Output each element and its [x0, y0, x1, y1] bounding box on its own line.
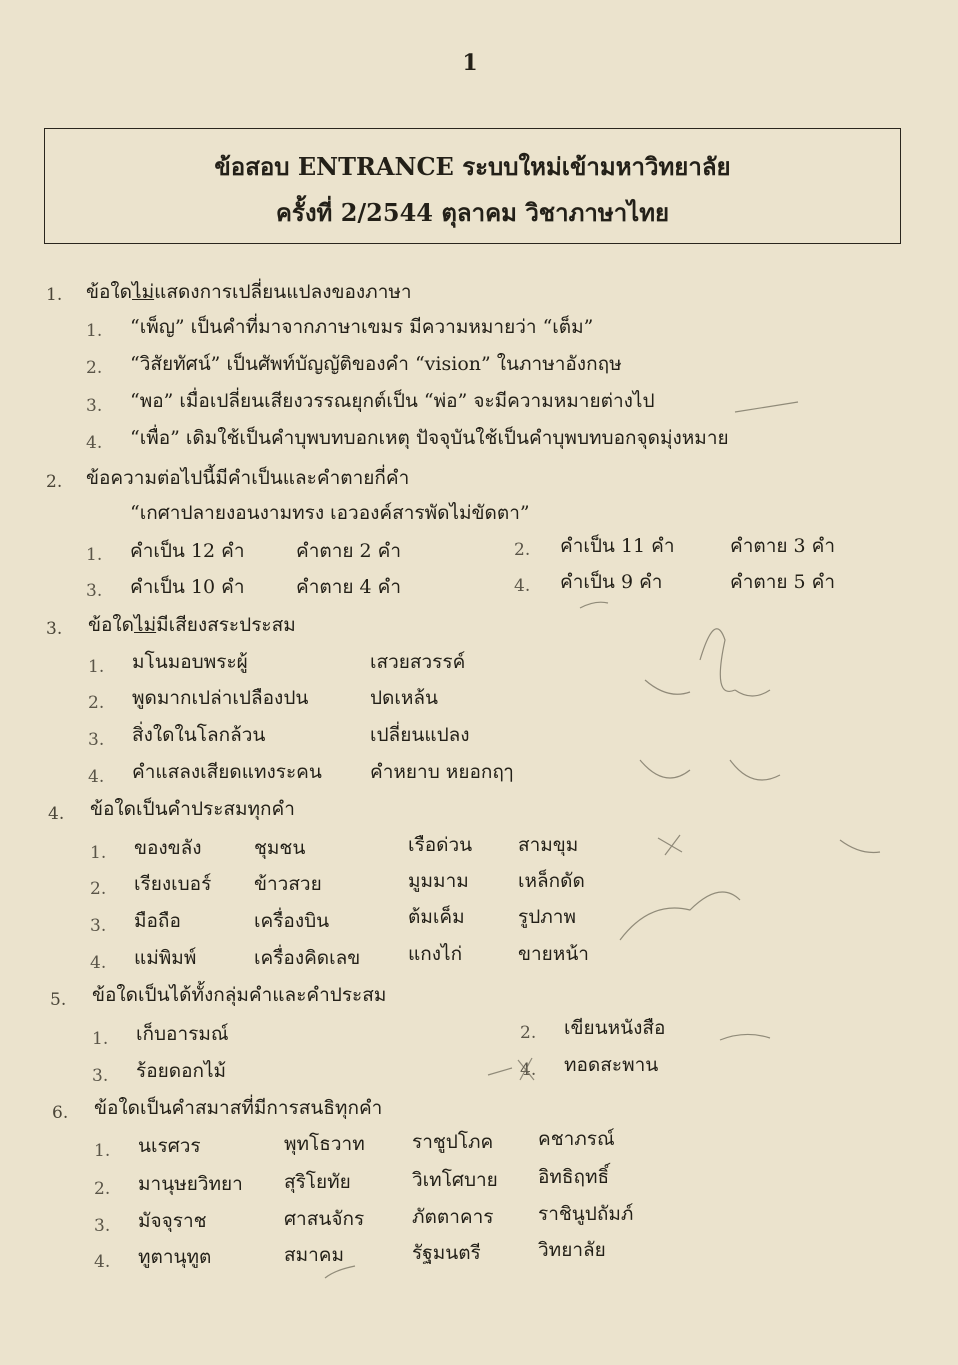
question-number: 6. — [52, 1103, 69, 1123]
title-line-2: ครั้งที่ 2/2544 ตุลาคม วิชาภาษาไทย — [275, 198, 670, 227]
option-number: 1. — [86, 545, 103, 565]
question-number: 2. — [46, 472, 63, 492]
pencil-stroke — [640, 760, 780, 780]
option-number: 4. — [88, 767, 105, 787]
option-text: ร้อยดอกไม้ — [136, 1060, 227, 1082]
option-text: มานุษยวิทยา — [138, 1173, 243, 1195]
option-text: “พอ” เมื่อเปลี่ยนเสียงวรรณยุกต์เป็น “พ่อ” จะมีความหมายต่างไป — [130, 390, 655, 412]
pencil-stroke — [518, 1058, 537, 1080]
option-text: คำตาย 4 คำ — [296, 576, 402, 598]
option-text: สามขุม — [518, 834, 579, 856]
pencil-stroke — [620, 892, 740, 940]
option-text: ภัตตาคาร — [412, 1206, 494, 1228]
option-number: 3. — [86, 581, 103, 601]
option-text: ทอดสะพาน — [564, 1054, 659, 1076]
pencil-stroke — [580, 602, 608, 608]
option-text: เก็บอารมณ์ — [136, 1023, 229, 1045]
option-text: สิ่งใดในโลกล้วน — [132, 724, 266, 746]
option-text: พูดมากเปล่าเปลืองปน — [132, 687, 309, 709]
question-number: 1. — [46, 285, 63, 305]
pencil-stroke — [735, 402, 798, 412]
pencil-stroke — [325, 1266, 355, 1278]
pencil-stroke — [840, 840, 880, 853]
option-text: คำแสลงเสียดแทงระคน — [132, 761, 322, 783]
option-number: 4. — [86, 433, 103, 453]
option-number: 4. — [90, 953, 107, 973]
option-text: วิทยาลัย — [538, 1239, 606, 1261]
option-number: 3. — [94, 1216, 111, 1236]
option-number: 2. — [520, 1023, 537, 1043]
question-underline: ไม่ — [132, 281, 155, 303]
option-number: 1. — [90, 843, 107, 863]
option-text: เสวยสวรรค์ — [370, 651, 466, 673]
option-text: ทูตานุทูต — [138, 1246, 212, 1268]
option-text: ขายหน้า — [518, 943, 589, 965]
option-number: 3. — [86, 396, 103, 416]
option-text: คชาภรณ์ — [538, 1128, 615, 1150]
option-number: 1. — [88, 657, 105, 677]
question-text-part: ข้อใด — [86, 281, 133, 303]
option-text: เปลี่ยนแปลง — [370, 724, 470, 746]
option-number: 1. — [86, 321, 103, 341]
option-text: แม่พิมพ์ — [134, 947, 197, 969]
option-number: 3. — [92, 1066, 109, 1086]
question-quote: “เกศาปลายงอนงามทรง เอวองค์สารพัดไม่ขัดตา” — [130, 502, 530, 524]
option-text: คำตาย 5 คำ — [730, 571, 836, 593]
question-number: 4. — [48, 804, 65, 824]
option-number: 2. — [514, 540, 531, 560]
option-text: ข้าวสวย — [254, 873, 322, 895]
option-text: “วิสัยทัศน์” เป็นศัพท์บัญญัติของคำ “vision” ในภาษาอังกฤษ — [130, 353, 622, 375]
option-text: ราชินูปถัมภ์ — [538, 1203, 634, 1225]
option-text: คำเป็น 9 คำ — [560, 571, 663, 593]
option-text: “เพ็ญ” เป็นคำที่มาจากภาษาเขมร มีความหมายว่า “เต็ม” — [130, 316, 594, 338]
option-text: รัฐมนตรี — [412, 1242, 481, 1264]
option-text: วิเทโศบาย — [412, 1169, 498, 1191]
pencil-stroke — [700, 629, 735, 692]
option-number: 2. — [86, 358, 103, 378]
option-text: คำตาย 3 คำ — [730, 535, 836, 557]
option-number: 4. — [514, 576, 531, 596]
option-number: 1. — [94, 1141, 111, 1161]
title-line-1: ข้อสอบ ENTRANCE ระบบใหม่เข้ามหาวิทยาลัย — [214, 152, 731, 181]
option-text: มัจจุราช — [138, 1210, 207, 1232]
option-number: 4. — [520, 1060, 537, 1080]
option-text: มูมมาม — [408, 870, 469, 892]
option-text: เหล็กดัด — [518, 870, 585, 892]
option-text: อิทธิฤทธิ์ — [538, 1166, 610, 1188]
option-text: เครื่องคิดเลข — [254, 947, 361, 969]
option-text: สุริโยทัย — [284, 1171, 351, 1193]
pencil-stroke — [658, 835, 682, 855]
option-number: 2. — [94, 1179, 111, 1199]
question-text: ข้อใดเป็นได้ทั้งกลุ่มคำและคำประสม — [92, 984, 387, 1006]
option-text: มโนมอบพระผู้ — [132, 651, 248, 673]
question-text: ข้อใดเป็นคำสมาสที่มีการสนธิทุกคำ — [94, 1097, 383, 1119]
option-text: คำเป็น 11 คำ — [560, 535, 675, 557]
option-text: มือถือ — [134, 910, 181, 932]
option-text: รูปภาพ — [518, 906, 576, 928]
option-text: เรียงเบอร์ — [134, 873, 212, 895]
option-text: ราชูปโภค — [412, 1131, 494, 1153]
option-number: 3. — [90, 916, 107, 936]
question-number: 5. — [50, 990, 67, 1010]
page-number: 1 — [462, 50, 478, 76]
option-text: พุทโธวาท — [284, 1133, 365, 1155]
option-text: คำหยาบ หยอกฤๅ — [370, 761, 514, 783]
pencil-stroke — [488, 1068, 512, 1075]
option-text: คำเป็น 12 คำ — [130, 540, 245, 562]
option-text: สมาคม — [284, 1244, 345, 1266]
option-text: ต้มเค็ม — [408, 906, 465, 928]
option-text: เครื่องบิน — [254, 910, 330, 932]
question-text: ข้อความต่อไปนี้มีคำเป็นและคำตายกี่คำ — [86, 467, 410, 489]
option-text: ของขลัง — [134, 837, 202, 859]
option-number: 3. — [88, 730, 105, 750]
option-text: คำเป็น 10 คำ — [130, 576, 245, 598]
question-text: ข้อใดเป็นคำประสมทุกคำ — [90, 798, 295, 820]
question-text-part: มีเสียงสระประสม — [156, 614, 296, 636]
pencil-stroke — [720, 1034, 770, 1040]
option-text: ชุมชน — [254, 837, 306, 859]
question-underline: ไม่ — [134, 614, 157, 636]
question-number: 3. — [46, 619, 63, 639]
option-text: แกงไก่ — [408, 943, 463, 965]
option-text: ศาสนจักร — [284, 1208, 365, 1230]
question-text-part: แสดงการเปลี่ยนแปลงของภาษา — [154, 281, 412, 303]
pencil-stroke — [645, 680, 770, 696]
option-number: 4. — [94, 1252, 111, 1272]
option-text: นเรศวร — [138, 1135, 201, 1157]
question-text-part: ข้อใด — [88, 614, 135, 636]
option-number: 2. — [88, 693, 105, 713]
option-text: คำตาย 2 คำ — [296, 540, 402, 562]
option-text: ปดเหล้น — [370, 687, 439, 709]
option-text: “เพื่อ” เดิมใช้เป็นคำบุพบทบอกเหตุ ปัจจุบันใช้เป็นคำบุพบทบอกจุดมุ่งหมาย — [130, 427, 729, 449]
option-text: เรือด่วน — [408, 834, 473, 856]
option-number: 1. — [92, 1029, 109, 1049]
option-number: 2. — [90, 879, 107, 899]
option-text: เขียนหนังสือ — [564, 1017, 666, 1039]
